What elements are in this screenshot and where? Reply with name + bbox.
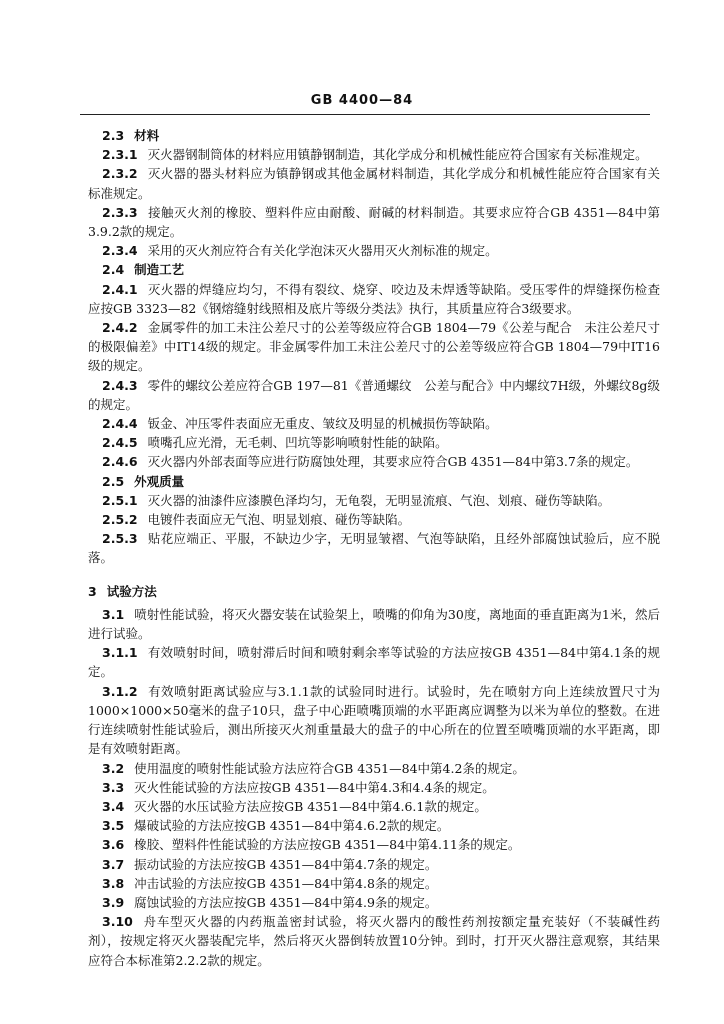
- clause: 3.2 使用温度的喷射性能试验方法应符合GB 4351—84中第4.2条的规定。: [102, 760, 525, 776]
- clause: 3.10 舟车型灭火器的内药瓶盖密封试验，将灭火器内的酸性药剂按额定量充装好（不装碱性药剂），按规定将灭火器装配完毕，然后将灭火器倒转放置10分钟。到时，打开灭火器注意观察，其结果应符合本标准第2.2.2款的规定。: [88, 914, 660, 968]
- clause: 2.3.1 灭火器钢制筒体的材料应用镇静钢制造，其化学成分和机械性能应符合国家有关标准规定。: [102, 147, 648, 163]
- clause: 3.6 橡胶、塑料件性能试验的方法应按GB 4351—84中第4.11条的规定。: [102, 837, 521, 853]
- document-body: [88, 126, 660, 970]
- clause: 3.5 爆破试验的方法应按GB 4351—84中第4.6.2款的规定。: [102, 818, 450, 834]
- clause: 2.4.4 钣金、冲压零件表面应无重皮、皱纹及明显的机械损伤等缺陷。: [102, 416, 498, 432]
- clause: 3.9 腐蚀试验的方法应按GB 4351—84中第4.9条的规定。: [102, 894, 438, 910]
- clause: 2.4.1 灭火器的焊缝应均匀，不得有裂纹、烧穿、咬边及未焊透等缺陷。受压零件的焊缝探伤检查应按GB 3323—82《钢熔缝射线照相及底片等级分类法》执行，其质量应符合3级要求。: [88, 281, 660, 316]
- clause: 2.4.2 金属零件的加工未注公差尺寸的公差等级应符合GB 1804—79《公差与配合 未注公差尺寸的极限偏差》中IT14级的规定。非金属零件加工未注公差尺寸的公差等级应符合GB 1804—79中IT16级的规定。: [88, 320, 660, 374]
- header-rule: [80, 114, 650, 115]
- clause: 2.4.5 喷嘴孔应光滑，无毛刺、凹坑等影响喷射性能的缺陷。: [102, 435, 448, 451]
- clause: 2.5.3 贴花应端正、平服，不缺边少字，无明显皱褶、气泡等缺陷，且经外部腐蚀试验后，应不脱落。: [88, 531, 660, 566]
- standard-code-header: GB 4400—84: [310, 93, 414, 108]
- clause: 3.8 冲击试验的方法应按GB 4351—84中第4.8条的规定。: [102, 875, 438, 891]
- section-heading: 2.3 材料: [102, 128, 160, 143]
- clause: 3.4 灭火器的水压试验方法应按GB 4351—84中第4.6.1款的规定。: [102, 798, 487, 814]
- clause: 3.7 振动试验的方法应按GB 4351—84中第4.7条的规定。: [102, 856, 438, 872]
- clause: 2.4.6 灭火器内外部表面等应进行防腐蚀处理，其要求应符合GB 4351—84中第3.7条的规定。: [102, 454, 639, 470]
- clause: 3.1 喷射性能试验，将灭火器安装在试验架上，喷嘴的仰角为30度，离地面的垂直距离为1米，然后进行试验。: [88, 606, 660, 642]
- section-heading: 2.4 制造工艺: [102, 262, 185, 278]
- clause: 3.3 灭火性能试验的方法应按GB 4351—84中第4.3和4.4条的规定。: [102, 779, 495, 795]
- clause: 2.5.1 灭火器的油漆件应漆膜色泽均匀，无龟裂，无明显流痕、气泡、划痕、碰伤等缺陷。: [102, 492, 611, 508]
- clause: 2.3.4 采用的灭火剂应符合有关化学泡沫灭火器用灭火剂标准的规定。: [102, 243, 498, 259]
- clause: 3.1.1 有效喷射时间，喷射滞后时间和喷射剩余率等试验的方法应按GB 4351—84中第4.1条的规定。: [88, 645, 660, 680]
- clause: 2.3.3 接触灭火剂的橡胶、塑料件应由耐酸、耐碱的材料制造。其要求应符合GB 4351—84中第3.9.2款的规定。: [88, 204, 660, 240]
- chapter-heading: 3 试验方法: [88, 583, 157, 599]
- clause: 2.5.2 电镀件表面应无气泡、明显划痕、碰伤等缺陷。: [102, 512, 411, 528]
- section-heading: 2.5 外观质量: [102, 473, 185, 489]
- clause: 3.1.2 有效喷射距离试验应与3.1.1款的试验同时进行。试验时，先在喷射方向上连续放置尺寸为1000×1000×50毫米的盘子10只，盘子中心距喷嘴顶端的水平距离应调整为以米为单位的整数。在进行连续喷射性能试验后，测出所接灭火剂重量最大的盘子的中心所在的位置至喷嘴顶端的水平距离，即是有效喷射距离。: [88, 683, 660, 757]
- clause: 2.3.2 灭火器的器头材料应为镇静钢或其他金属材料制造，其化学成分和机械性能应符合国家有关标准规定。: [88, 166, 660, 201]
- clause: 2.4.3 零件的螺纹公差应符合GB 197—81《普通螺纹 公差与配合》中内螺纹7H级，外螺纹8g级的规定。: [88, 377, 660, 412]
